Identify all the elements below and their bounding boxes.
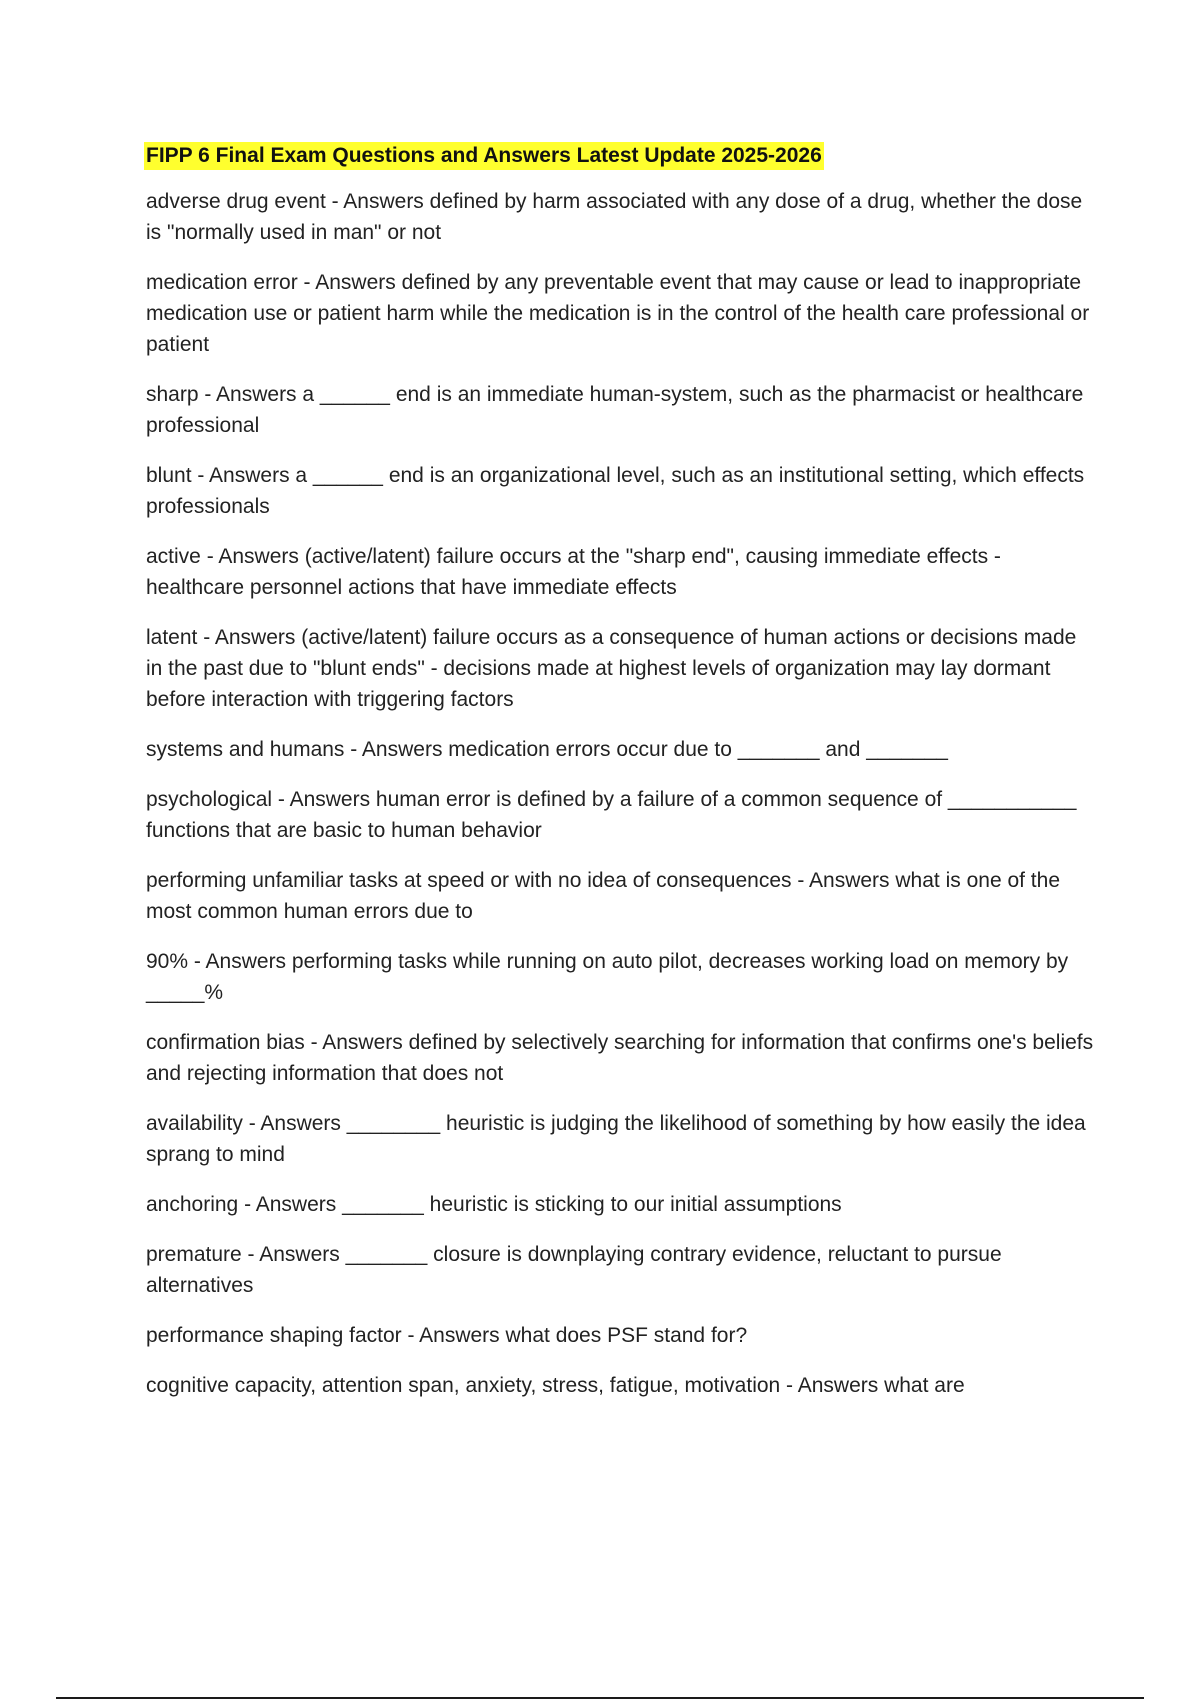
qa-entry: psychological - Answers human error is defined by a failure of a common sequence of ___________ functions that are basic to human behavior	[146, 788, 1077, 842]
footer-divider	[56, 1697, 1144, 1699]
document-content	[146, 142, 1096, 1420]
qa-entry: 90% - Answers performing tasks while running on auto pilot, decreases working load on memory by _____%	[146, 950, 1069, 1004]
qa-entry: medication error - Answers defined by any preventable event that may cause or lead to inappropriate medication use or patient harm while the medication is in the control of the health care professional or patient	[146, 271, 1090, 356]
qa-entry: blunt - Answers a ______ end is an organizational level, such as an institutional setting, which effects professionals	[146, 464, 1085, 518]
qa-entry: confirmation bias - Answers defined by selectively searching for information that confirms one's beliefs and rejecting information that does not	[146, 1031, 1094, 1085]
qa-entry: adverse drug event - Answers defined by harm associated with any dose of a drug, whether the dose is "normally used in man" or not	[146, 190, 1083, 244]
qa-entry: latent - Answers (active/latent) failure occurs as a consequence of human actions or decisions made in the past due to "blunt ends" - decisions made at highest levels of organization may lay dormant before interaction with triggering factors	[146, 626, 1077, 711]
qa-entry: anchoring - Answers _______ heuristic is sticking to our initial assumptions	[146, 1193, 842, 1216]
qa-entry: performance shaping factor - Answers what does PSF stand for?	[146, 1324, 748, 1347]
qa-entry: active - Answers (active/latent) failure occurs at the "sharp end", causing immediate effects - healthcare personnel actions that have immediate effects	[146, 545, 1001, 599]
qa-entry: systems and humans - Answers medication errors occur due to _______ and _______	[146, 738, 948, 761]
document-title: FIPP 6 Final Exam Questions and Answers Latest Update 2025-2026	[144, 142, 824, 170]
qa-entry: availability - Answers ________ heuristic is judging the likelihood of something by how easily the idea sprang to mind	[146, 1112, 1086, 1166]
qa-entry: premature - Answers _______ closure is downplaying contrary evidence, reluctant to pursue alternatives	[146, 1243, 1002, 1297]
qa-entry: cognitive capacity, attention span, anxiety, stress, fatigue, motivation - Answers what are	[146, 1374, 965, 1397]
qa-entry: sharp - Answers a ______ end is an immediate human-system, such as the pharmacist or healthcare professional	[146, 383, 1084, 437]
qa-entry: performing unfamiliar tasks at speed or with no idea of consequences - Answers what is one of the most common human errors due to	[146, 869, 1060, 923]
